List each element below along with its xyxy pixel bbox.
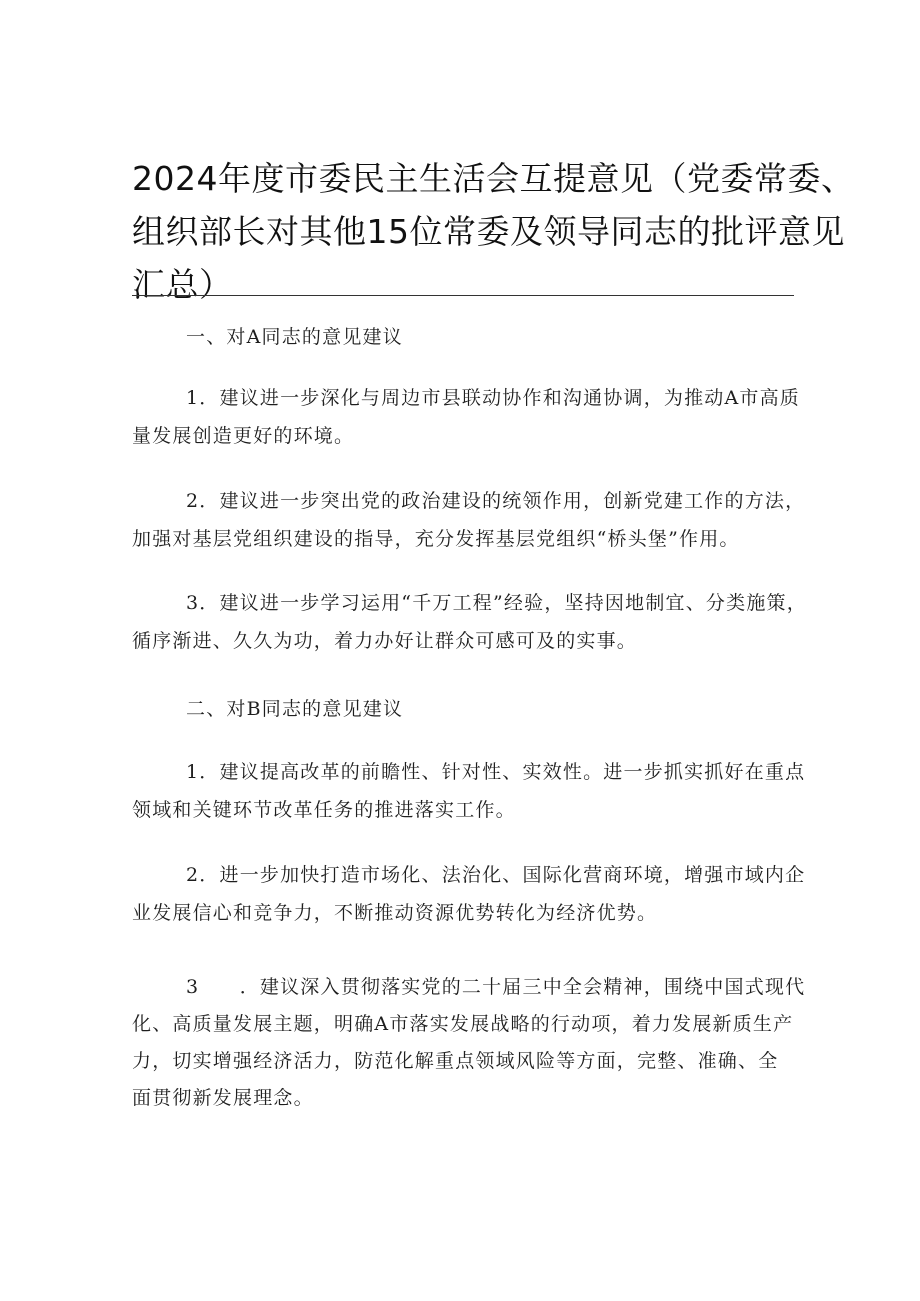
section-heading-text: 一、对A同志的意见建议 [186, 326, 403, 348]
suggestion-b-3 [132, 969, 806, 1117]
suggestion-b-2 [132, 856, 806, 932]
title-line: 组织部长对其他15位常委及领导同志的批评意见 [132, 212, 845, 251]
suggestion-line: 3 ．建议深入贯彻落实党的二十届三中全会精神，围绕中国式现代 [186, 976, 806, 998]
suggestion-line: 业发展信心和竞争力，不断推动资源优势转化为经济优势。 [132, 902, 658, 924]
suggestion-line: 领域和关键环节改革任务的推进落实工作。 [132, 799, 516, 821]
suggestion-a-3 [132, 584, 807, 660]
suggestion-line: 1．建议进一步深化与周边市县联动协作和沟通协调，为推动A市高质 [186, 387, 801, 409]
suggestion-line: 2．建议进一步突出党的政治建设的统领作用，创新党建工作的方法， [186, 490, 806, 512]
suggestion-line: 化、高质量发展主题，明确A市落实发展战略的行动项，着力发展新质生产 [132, 1013, 794, 1035]
suggestion-line: 3．建议进一步学习运用“千万工程”经验，坚持因地制宜、分类施策， [186, 592, 807, 614]
suggestion-line: 力，切实增强经济活力，防范化解重点领域风险等方面，完整、准确、全 [132, 1050, 779, 1072]
document-title [132, 152, 855, 311]
suggestion-a-2 [132, 482, 806, 558]
title-line: 汇总） [132, 265, 233, 304]
section-heading-text: 二、对B同志的意见建议 [186, 698, 404, 720]
suggestion-line: 加强对基层党组织建设的指导，充分发挥基层党组织“桥头堡”作用。 [132, 528, 740, 550]
section-heading-a [132, 318, 796, 356]
title-divider [132, 295, 794, 296]
section-heading-b [132, 690, 796, 728]
suggestion-b-1 [132, 753, 806, 829]
suggestion-a-1 [132, 379, 801, 455]
suggestion-line: 面贯彻新发展理念。 [132, 1087, 314, 1109]
title-line: 2024年度市委民主生活会互提意见（党委常委、 [132, 159, 855, 198]
suggestion-line: 1．建议提高改革的前瞻性、针对性、实效性。进一步抓实抓好在重点 [186, 761, 806, 783]
suggestion-line: 量发展创造更好的环境。 [132, 425, 355, 447]
suggestion-line: 2．进一步加快打造市场化、法治化、国际化营商环境，增强市域内企 [186, 864, 806, 886]
suggestion-line: 循序渐进、久久为功，着力办好让群众可感可及的实事。 [132, 630, 638, 652]
